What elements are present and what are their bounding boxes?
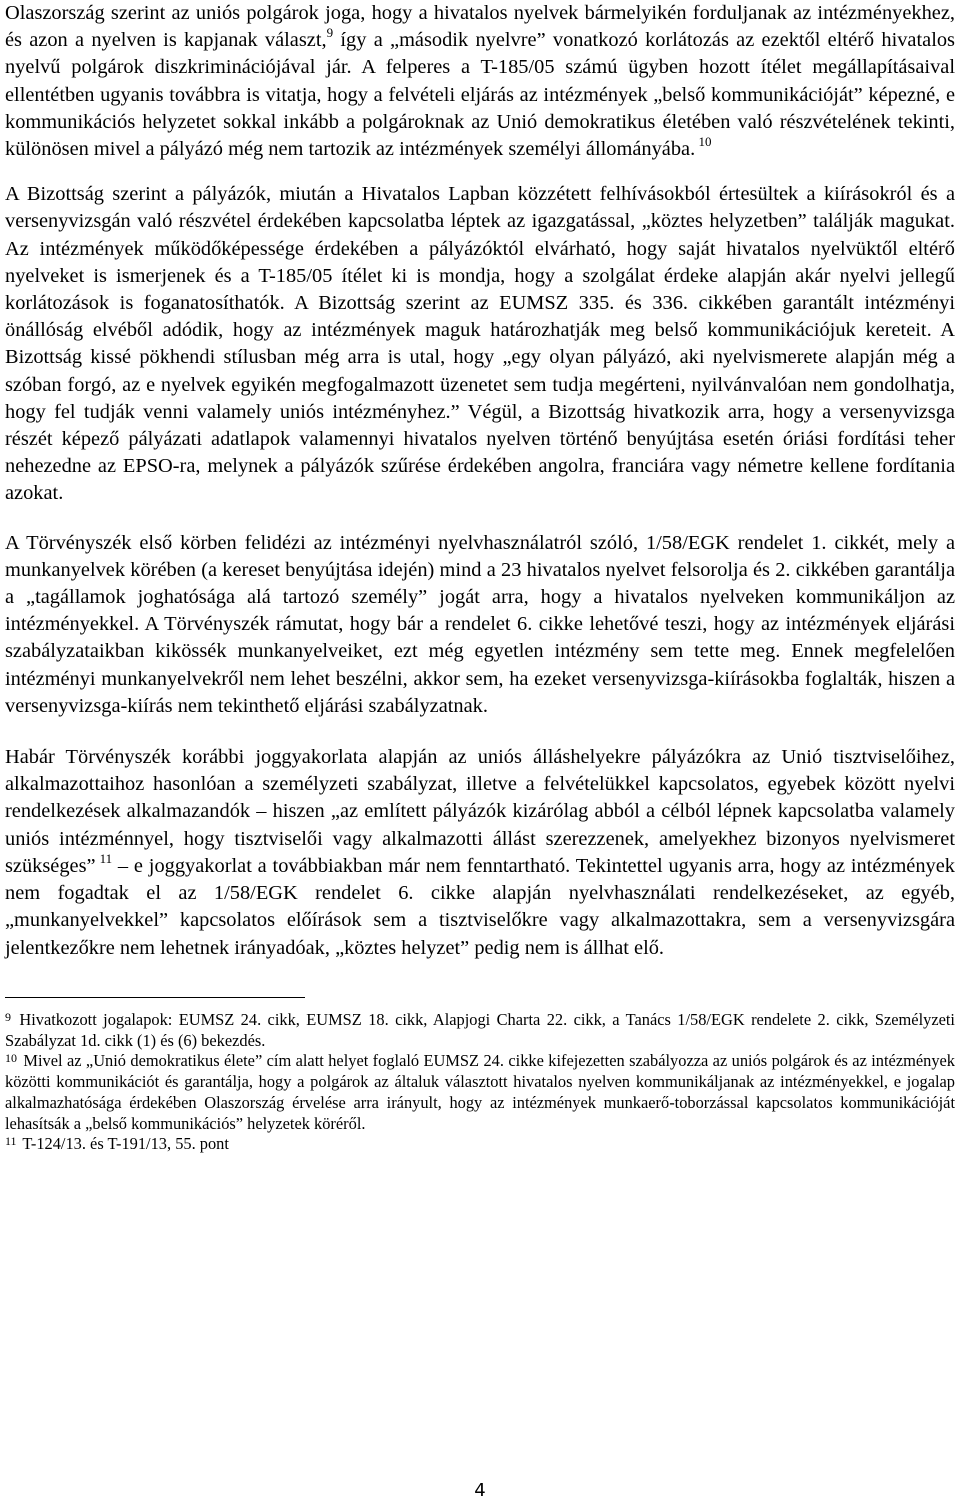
footnote-10: $^{10}$ Mivel az „Unió demokratikus élete” cím alatt helyet foglaló EUMSZ 24. cikke kifejezetten szabályozza az uniós polgárok és az intézmények közötti kommunikációt és garantálja, hogy a polgárok az általuk választott hivatalos nyelven kommunikáljanak az intézményekkel, e jogalap alkalmazhatósága érdekében Olaszország érvelése arra irányult, hogy az intézmények munkaerő-toborzással kapcsolatos kommunikációját lehasítsák a „belső kommunikációs” helyzetek köréről. [5, 1051, 955, 1133]
paragraph-italy-position: Olaszország szerint az uniós polgárok joga, hogy a hivatalos nyelvek bármelyikén forduljanak az intézményekhez, és azon a nyelven is kapjanak választ,$^9$ így a „második nyelvre” vonatkozó korlátozás az ezektől eltérő hivatalos nyelvű polgárok diszkriminációjával jár. A felperes a T-185/05 számú ügyben hozott ítélet megállapításaival ellentétben ugyanis továbbra is vitatja, hogy a felvételi eljárás az intézmények „belső kommunikációját” képezné, e kommunikációs helyzetet sokkal inkább a polgároknak az Unió demokratikus életében való részvételének tekinti, különösen mivel a pályázó még nem tartozik az intézmények személyi állományába. $^{10}$ [5, 2, 955, 161]
paragraph-court-case-law: Habár Törvényszék korábbi joggyakorlata alapján az uniós álláshelyekre pályázókra az Unió tisztviselőihez, alkalmazottaihoz hasonlóan a személyzeti szabályzat, illetve a felvételükkel kapcsolatos, egyebek között nyelvi rendelkezések alkalmazandók – hiszen „az említett pályázók kizárólag abból a célból lépnek kapcsolatba valamely uniós intézménnyel, hogy tisztviselői vagy alkalmazotti állást szerezzenek, amelyekhez bizonyos nyelvismeret szükséges” $^{11}$ – e joggyakorlat a továbbiakban már nem fenntartható. Tekintettel ugyanis arra, hogy az intézmények nem fogadtak el az 1/58/EGK rendelet 6. cikke alapján nyelvhasználati rendelkezéseket, az egyéb, „munkanyelvekkel” kapcsolatos előírások sem a tisztviselőkre vagy alkalmazottakra, sem a versenyvizsgára jelentkezőkre nem lehetnek irányadóak, „köztes helyzet” pedig nem is állhat elő. [5, 746, 955, 959]
paragraph-court-first: A Törvényszék első körben felidézi az intézményi nyelvhasználatról szóló, 1/58/EGK rendelet 1. cikkét, mely a munkanyelvek körében (a kereset benyújtása idején) mind a 23 hivatalos nyelvet felsorolja és 2. cikkében garantálja a „tagállamok joghatósága alá tartozó személy” jogát arra, hogy a hivatalos nyelveken kommunikáljon az intézményekkel. A Törvényszék rámutat, hogy bár a rendelet 6. cikke lehetővé teszi, hogy az intézmények eljárási szabályzataikban kikössék munkanyelveiket, ezt még egyetlen intézmény sem tette meg. Ennek megfelelően intézményi munkanyelvekről nem lehet beszélni, akkor sem, ha ezeket versenyvizsga-kiírásokba foglalták, hiszen a versenyvizsga-kiírás nem tekinthető eljárási szabályzatnak. [5, 531, 955, 717]
page-number: 4 [474, 1480, 486, 1501]
footnote-9: $^9$ Hivatkozott jogalapok: EUMSZ 24. cikk, EUMSZ 18. cikk, Alapjogi Charta 22. cikk, a Tanács 1/58/EGK rendelete 2. cikk, Személyzeti Szabályzat 1d. cikk (1) és (6) bekezdés. [5, 1009, 955, 1050]
paragraph-commission-position: A Bizottság szerint a pályázók, miután a Hivatalos Lapban közzétett felhívásokból értesültek a kiírásokról és a versenyvizsgán való részvétel érdekében kapcsolatba léptek az igazgatással, „köztes helyzetben” találják magukat. Az intézmények működőképessége érdekében a pályázóktól elvárható, hogy saját hivatalos nyelvüktől eltérő nyelveket is ismerjenek és a T-185/05 ítélet ki is mondja, hogy a szolgálat érdeke alapján akár nyelvi jellegű korlátozások is foganatosíthatók. A Bizottság szerint az EUMSZ 335. és 336. cikkében garantált intézményi önállóság elvéből adódik, hogy az intézmények maguk határozhatják meg belső kommunikációjuk kereteit. A Bizottság kissé pökhendi stílusban még arra is utal, hogy „egy olyan pályázó, aki nyelvismerete alapján még a szóban forgó, az e nyelvek egyikén megfogalmazott üzenetet sem tudja megérteni, nyilvánvalóan nem gondolhatja, hogy fel tudják venni valamely uniós intézményhez.” Végül, a Bizottság hivatkozik arra, hogy a versenyvizsga részét képező pályázati adatlapok valamennyi hivatalos nyelven történő benyújtása esetén óriási fordítási teher nehezedne az EPSO-ra, melynek a pályázók szűrése érdekében angolra, franciára vagy németre kellene fordítania azokat. [5, 183, 955, 505]
footnote-ref-9[interactable]: 9 [326, 25, 334, 41]
footnote-ref-11[interactable]: 11 [95, 851, 113, 867]
document-page [5, 0, 955, 1155]
footnote-11: $^{11}$ T-124/13. és T-191/13, 55. pont [5, 1134, 229, 1154]
footnote-separator [5, 997, 305, 998]
footnote-ref-10[interactable]: 10 [695, 134, 712, 150]
